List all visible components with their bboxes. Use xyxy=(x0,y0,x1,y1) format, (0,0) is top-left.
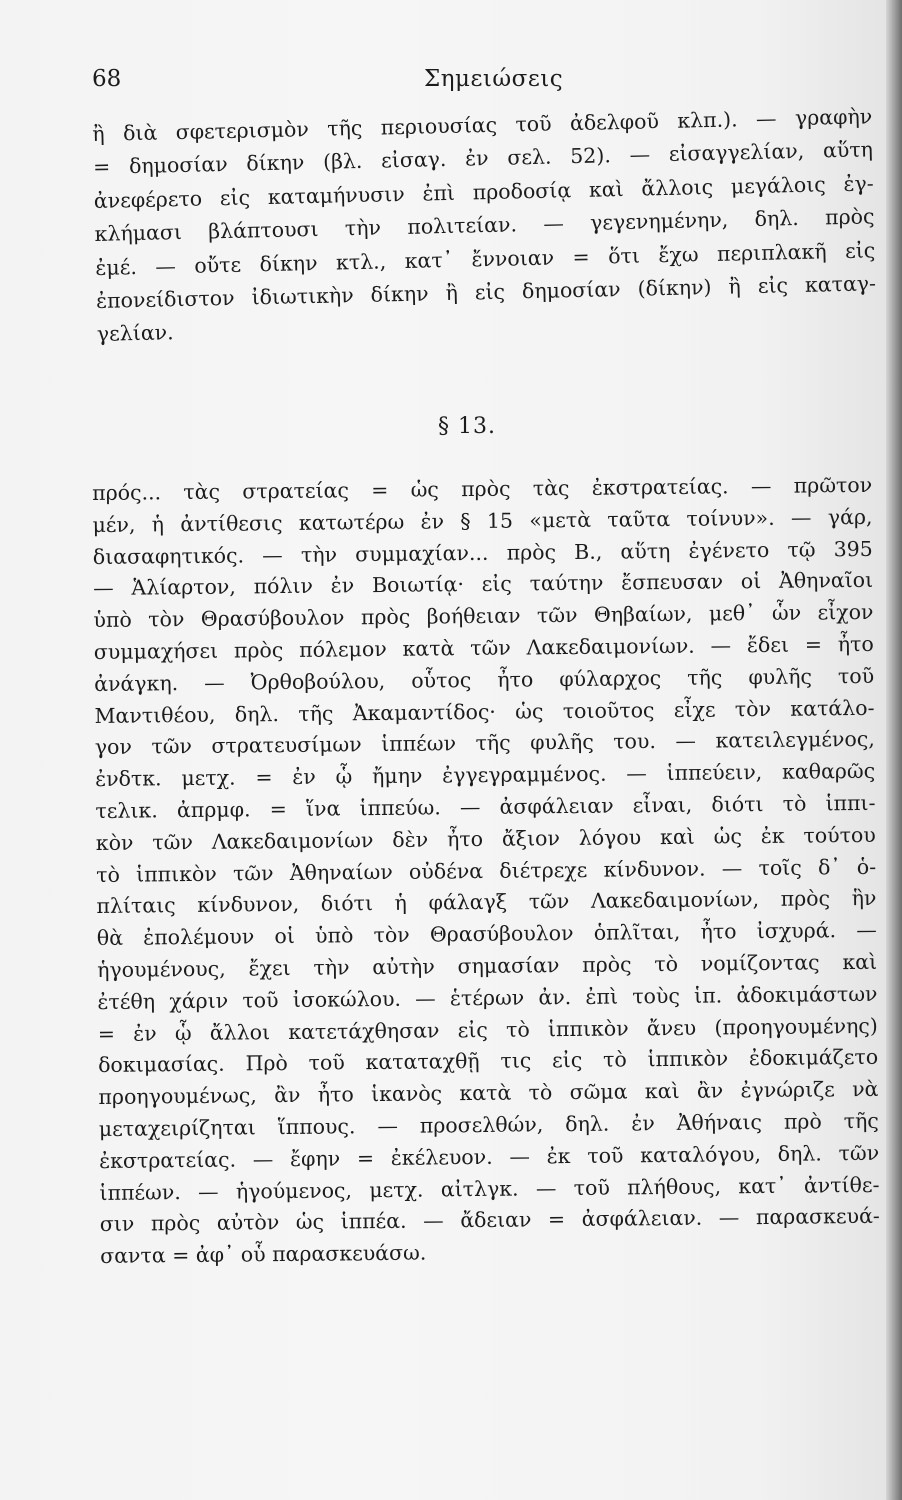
text-line: ἐκστρατείας. — ἔφην = ἐκέλευον. — ἐκ τοῦ καταλόγου, δηλ. τῶν xyxy=(99,1140,880,1173)
text-line: ἢ διὰ σφετερισμὸν τῆς περιουσίας τοῦ ἀδελφοῦ κλπ.). — γραφὴν xyxy=(92,104,873,146)
text-line: τὸ ἱππικὸν τῶν Ἀθηναίων οὐδένα διέτρεχε κίνδυνον. — τοῖς δ᾽ ὁ- xyxy=(96,854,877,887)
text-line: τελικ. ἀπρμφ. = ἵνα ἱππεύω. — ἀσφάλειαν εἶναι, διότι τὸ ἱππι- xyxy=(95,790,876,823)
notes-main-paragraph xyxy=(92,470,880,1273)
text-line: κὸν τῶν Λακεδαιμονίων δὲν ἦτο ἄξιον λόγου καὶ ὡς ἐκ τούτου xyxy=(95,822,876,855)
text-line: γελίαν. xyxy=(96,320,174,347)
text-line: ἀνεφέρετο εἰς καταμήνυσιν ἐπὶ προδοσίᾳ καὶ ἄλλοις μεγάλοις ἐγ- xyxy=(93,171,874,213)
text-line: ἐνδτκ. μετχ. = ἐν ᾧ ἤμην ἐγγεγραμμένος. — ἱππεύειν, καθαρῶς xyxy=(95,758,876,792)
text-line: ἀνάγκη. — Ὀρθοβούλου, οὗτος ἦτο φύλαρχος τῆς φυλῆς τοῦ xyxy=(94,663,875,696)
text-line: πρός... τὰς στρατείας = ὡς πρὸς τὰς ἐκστρατείας. — πρῶτον xyxy=(92,472,873,505)
section-heading: § 13. xyxy=(438,414,496,439)
text-line: ἐτέθη χάριν τοῦ ἰσοκώλου. — ἑτέρων ἀν. ἐπὶ τοὺς ἱπ. ἀδοκιμάστων xyxy=(97,981,878,1014)
text-line: ἐμέ. — οὔτε δίκην κτλ., κατ᾽ ἔννοιαν = ὅτι ἔχω περιπλακῆ εἰς xyxy=(95,237,876,280)
text-line: ἐπονείδιστον ἰδιωτικὴν δίκην ἢ εἰς δημοσίαν (δίκην) ἢ εἰς καταγ- xyxy=(95,271,877,313)
notes-top-paragraph xyxy=(92,100,877,351)
text-line: ὑπὸ τὸν Θρασύβουλον πρὸς βοήθειαν τῶν Θηβαίων, μεθ᾽ ὧν εἶχον xyxy=(93,600,874,633)
text-line: κλήμασι βλάπτουσι τὴν πολιτείαν. — γεγενημένην, δηλ. πρὸς xyxy=(94,204,875,247)
text-line: θὰ ἐπολέμουν οἱ ὑπὸ τὸν Θρασύβουλον ὁπλῖται, ἦτο ἰσχυρά. — xyxy=(96,917,877,951)
text-line: = ἐν ᾧ ἄλλοι κατετάχθησαν εἰς τὸ ἱππικὸν ἄνευ (προηγουμένης) xyxy=(97,1013,878,1046)
text-line: — Ἁλίαρτον, πόλιν ἐν Βοιωτίᾳ· εἰς ταύτην ἔσπευσαν οἱ Ἀθηναῖοι xyxy=(93,568,874,601)
text-line: ἱππέων. — ἡγούμενος, μετχ. αἰτλγκ. — τοῦ πλήθους, κατ᾽ ἀντίθε- xyxy=(99,1172,880,1205)
text-line: μέν, ἡ ἀντίθεσις κατωτέρω ἐν § 15 «μετὰ ταῦτα τοίνυν». — γάρ, xyxy=(92,504,873,537)
page-number: 68 xyxy=(92,66,122,92)
page-edge-shadow xyxy=(886,0,902,1500)
page-title: Σημειώσεις xyxy=(424,66,564,92)
text-line: μεταχειρίζηται ἵππους. — προσελθών, δηλ. ἐν Ἀθήναις πρὸ τῆς xyxy=(98,1108,879,1141)
text-line: ἡγουμένους, ἔχει τὴν αὐτὴν σημασίαν πρὸς τὸ νομίζοντας καὶ xyxy=(97,949,878,982)
text-line: διασαφητικός. — τὴν συμμαχίαν... πρὸς Β., αὕτη ἐγένετο τῷ 395 xyxy=(92,536,873,569)
text-line: σαντα = ἀφ᾽ οὗ παρασκευάσω. xyxy=(100,1240,427,1269)
text-line: πλίταις κίνδυνον, διότι ἡ φάλαγξ τῶν Λακεδαιμονίων, πρὸς ἣν xyxy=(96,886,877,919)
text-line: προηγουμένως, ἂν ἦτο ἱκανὸς κατὰ τὸ σῶμα καὶ ἂν ἐγνώριζε νὰ xyxy=(98,1076,879,1110)
text-line: = δημοσίαν δίκην (βλ. εἰσαγ. ἐν σελ. 52). — εἰσαγγελίαν, αὕτη xyxy=(92,137,874,180)
text-line: συμμαχήσει πρὸς πόλεμον κατὰ τῶν Λακεδαιμονίων. — ἔδει = ἦτο xyxy=(93,631,874,664)
text-line: δοκιμασίας. Πρὸ τοῦ καταταχθῇ τις εἰς τὸ ἱππικὸν ἐδοκιμάζετο xyxy=(98,1045,879,1078)
text-line: Μαντιθέου, δηλ. τῆς Ἀκαμαντίδος· ὡς τοιοῦτος εἶχε τὸν κατάλο- xyxy=(94,695,875,728)
text-line: γον τῶν στρατευσίμων ἱππέων τῆς φυλῆς του. — κατειλεγμένος, xyxy=(94,727,875,760)
text-line: σιν πρὸς αὐτὸν ὡς ἱππέα. — ἄδειαν = ἀσφάλειαν. — παρασκευά- xyxy=(99,1204,880,1237)
running-head xyxy=(92,66,862,100)
